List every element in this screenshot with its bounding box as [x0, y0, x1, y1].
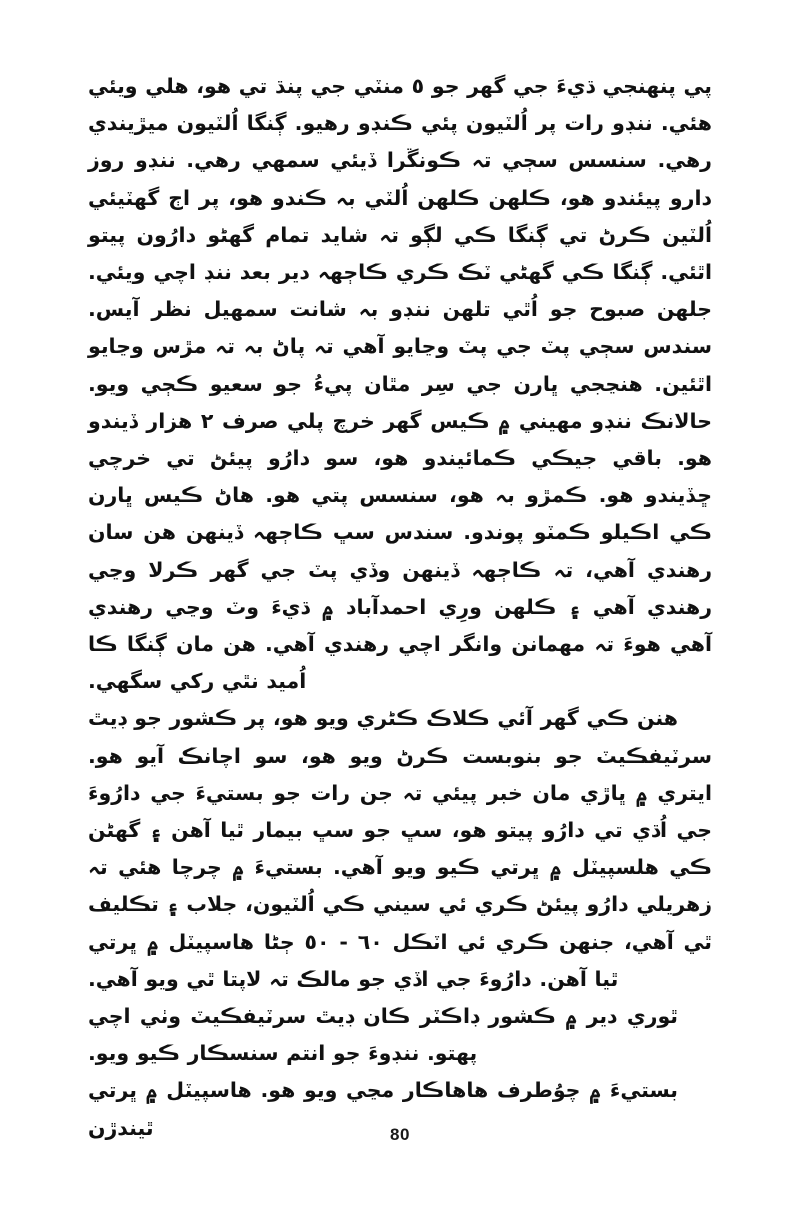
paragraph-3: ٿوري دير ۾ ڪشور ڊاڪٽر ڪان ڊيٿ سرٽيفڪيٽ وٺي اچي پهتو. ننڊوءَ جو انتم سنسڪار ڪيو ويو.	[88, 1004, 678, 1066]
paragraph-2: هنن ڪي گهر آئي ڪلاڪ ڪڻري ويو هو، پر ڪشور جو ڊيٿ سرٽيفڪيٽ جو بنوبست ڪرڻ ويو هو، سو اچانڪ آيو هو. ايتري ۾ ڀاڙي مان خبر پيئي تہ جن رات جو بستيءَ جي دارُوءَ جي اُڌي تي دارُو پيتو هو، سڀ جو سڀ بيمار ٿيا آهن ۽ گهڻن ڪي هلسپيٽل ۾ ڀرتي ڪيو ويو آهي. بستيءَ ۾ چرچا هئي تہ زهريلي دارُو پيئڻ ڪري ئي سيني ڪي اُلٽيون، جلاب ۽ تڪليف ٿي آهي، جنهن ڪري ئي اٽڪل ٦٠ - ٥٠ ڄڻا هاسپيٽل ۾ ڀرتي ٿيا آهن. دارُوءَ جي اڏي جو مالڪ تہ لاپتا ٿي ويو آهي.	[88, 706, 712, 991]
page-number: 80	[390, 1125, 410, 1144]
paragraph-4: بستيءَ ۾ چوُطرف هاهاڪار مڃي ويو هو. هاسپيٽل ۾ ڀرتي ٿيندڙن	[88, 1078, 678, 1140]
paragraph-1: پي پنهنجي ڌيءَ جي گهر جو ٥ منٽي جي پنڌ تي هو، هلي ويئي هئي. ننڊو رات پر اُلٽيون پئي ڪنڊو رهيو. ڳنگا اُلٽيون ميڙيندي رهي. سنسس سڄي تہ ڪونڱرا ڏيئي سمهي رهي. ننڊو روز دارو پيئندو هو، ڪلهن ڪلهن اُلٽي بہ ڪندو هو، پر اڄ گهٽيئي اُلٽين ڪرڻ تي ڳنگا ڪي لڳو تہ شايد تمام گهڻو دارُون پيتو اٿئي. ڳنگا ڪي گهڻي ٽڪ ڪري ڪاڄهہ دير بعد ننڊ اچي ويئي. جلهن صبوح جو اُٿي تلهن ننڊو بہ شانت سمهيل نظر آيس. سندس سڄي پٽ جي پٽ وڃايو آهي تہ پاڻ بہ تہ مڙس وڃايو اٿئين. هنڃجي ڀارن جي سِر مٿان پيءُ جو سعيو ڪڄي ويو. حالانڪ ننڊو مهيني ۾ ڪيس گهر خرچ پلي صرف ٢ هزار ڏيندو هو. باقي جيڪي ڪمائيندو هو، سو دارُو پيئڻ تي خرچي ڇڏيندو هو. ڪمڙو بہ هو، سنسس پتي هو. هاڻ ڪيس ڀارن ڪي اڪيلو ڪمٽو پوندو. سندس سڀ ڪاڄهہ ڏينهن هن سان رهندي آهي، تہ ڪاڄهہ ڏينهن وڏي پٽ جي گهر ڪرلا وڃي رهندي آهي ۽ ڪلهن ورِي احمدآباد ۾ ڌيءَ وٽ وڃي رهندي آهي هوءَ تہ مهمانن وانگر اچي رهندي آهي. هن مان ڳنگا ڪا اُميد نٿي رکي سگهي.	[88, 74, 712, 694]
body-text-block	[88, 68, 712, 1147]
